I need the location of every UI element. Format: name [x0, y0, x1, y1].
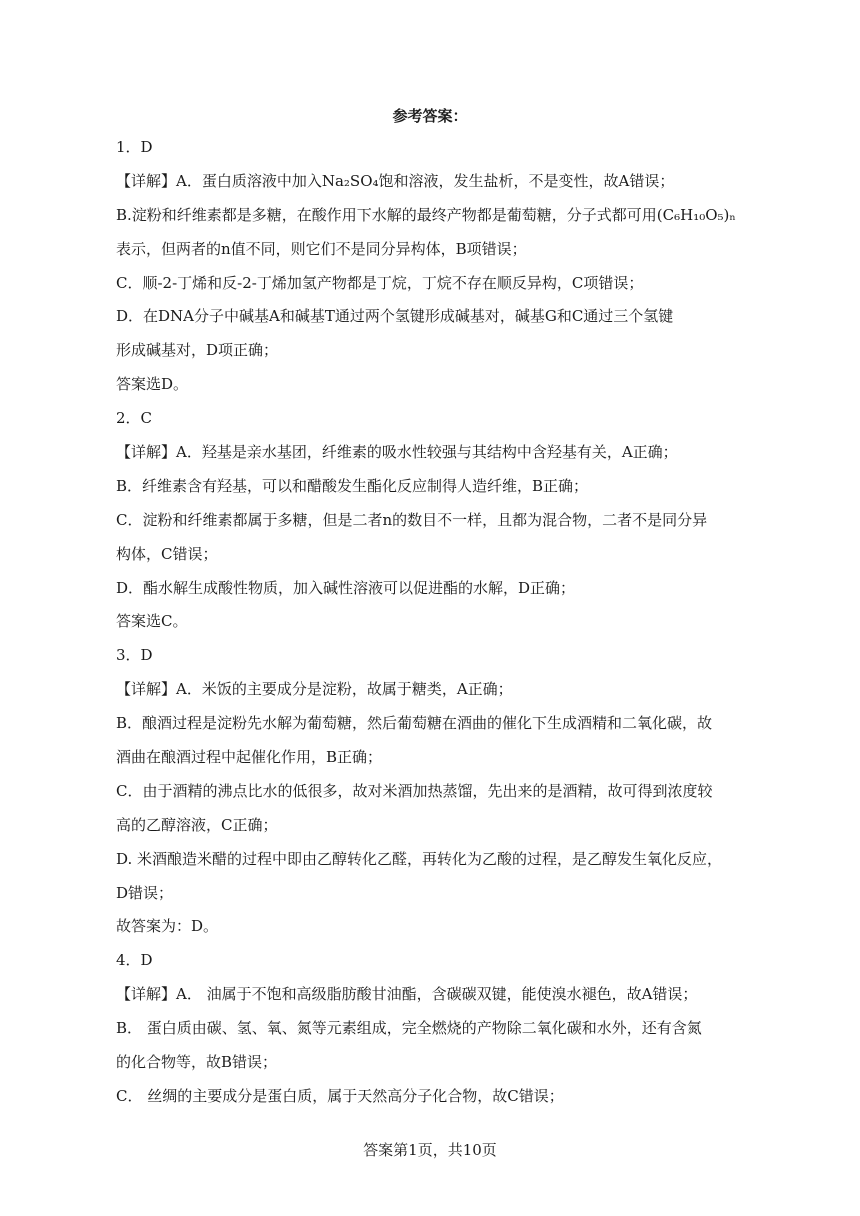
text-line: C．淀粉和纤维素都属于多糖，但是二者n的数目不一样，且都为混合物，二者不是同分异: [116, 510, 708, 529]
text-line: C．由于酒精的沸点比水的低很多，故对米酒加热蒸馏，先出来的是酒精，故可得到浓度较: [116, 781, 713, 800]
page-footer: 答案第1页，共10页: [363, 1141, 497, 1159]
text-line: 的化合物等，故B错误；: [116, 1053, 278, 1072]
text-line: D. 米酒酿造米醋的过程中即由乙醇转化乙醛，再转化为乙酸的过程，是乙醇发生氧化反应，: [116, 849, 723, 868]
answer-heading: 1．D: [116, 138, 153, 156]
text-line: 【详解】A．羟基是亲水基团，纤维素的吸水性较强与其结构中含羟基有关，A正确；: [116, 443, 678, 462]
text-line: 答案选D。: [116, 375, 189, 394]
text-line: D．在DNA分子中碱基A和碱基T通过两个氢键形成碱基对，碱基G和C通过三个氢键: [116, 307, 674, 326]
text-line: B．酿酒过程是淀粉先水解为葡萄糖，然后葡萄糖在酒曲的催化下生成酒精和二氧化碳，故: [116, 714, 713, 733]
answer-heading: 3．D: [116, 646, 153, 665]
text-line: C． 丝绸的主要成分是蛋白质，属于天然高分子化合物，故C错误；: [116, 1086, 564, 1105]
text-line: 答案选C。: [116, 612, 188, 631]
text-line: 形成碱基对，D项正确；: [116, 341, 279, 360]
answer-content: [116, 131, 756, 1114]
text-line: D．酯水解生成酸性物质，加入碱性溶液可以促进酯的水解，D正确；: [116, 578, 576, 597]
text-line: 【详解】A． 油属于不饱和高级脂肪酸甘油酯，含碳碳双键，能使溴水褪色，故A错误；: [116, 985, 698, 1004]
answer-heading: 2．C: [116, 409, 153, 428]
text-line: 酒曲在酿酒过程中起催化作用，B正确；: [116, 748, 383, 767]
text-line: 【详解】A．蛋白质溶液中加入Na₂SO₄饱和溶液，发生盐析，不是变性，故A错误；: [116, 171, 675, 190]
text-line: C．顺-2-丁烯和反-2-丁烯加氢产物都是丁烷，丁烷不存在顺反异构，C项错误；: [116, 273, 644, 292]
text-line: B． 蛋白质由碳、氢、氧、氮等元素组成，完全燃烧的产物除二氧化碳和水外，还有含氮: [116, 1019, 702, 1038]
text-line: B.淀粉和纤维素都是多糖，在酸作用下水解的最终产物都是葡萄糖，分子式都可用(C₆H₁₀O₅)ₙ: [116, 205, 736, 224]
text-line: 表示，但两者的n值不同，则它们不是同分异构体，B项错误；: [116, 239, 527, 258]
text-line: 构体，C错误；: [116, 544, 218, 563]
page-title: 参考答案：: [392, 107, 468, 125]
answer-heading: 4．D: [116, 951, 153, 970]
text-line: 故答案为：D。: [116, 917, 219, 936]
text-line: 【详解】A．米饭的主要成分是淀粉，故属于糖类，A正确；: [116, 680, 513, 699]
text-line: B．纤维素含有羟基，可以和醋酸发生酯化反应制得人造纤维，B正确；: [116, 476, 589, 495]
text-line: D错误；: [116, 883, 174, 902]
text-line: 高的乙醇溶液，C正确；: [116, 815, 278, 834]
